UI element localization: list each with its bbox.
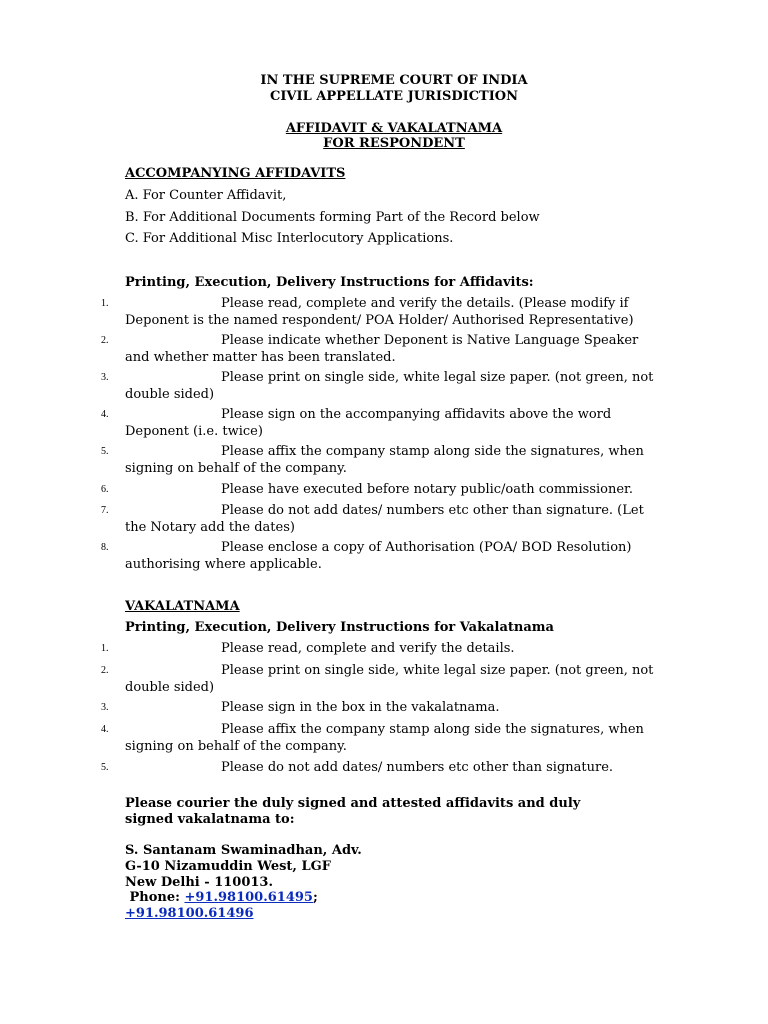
phone-separator: ;	[312, 890, 318, 905]
item-number: 6.	[101, 484, 109, 495]
address-city: New Delhi - 110013.	[125, 875, 273, 890]
item-number: 4.	[101, 409, 109, 420]
item-number: 7.	[101, 505, 109, 516]
item-number: 3.	[101, 702, 109, 713]
item-number: 2.	[101, 335, 109, 346]
item-text: Please print on single side, white legal size paper. (not green, not	[221, 663, 654, 678]
item-text: Please enclose a copy of Authorisation (POA/ BOD Resolution)	[221, 540, 632, 555]
item-text: Please sign on the accompanying affidavits above the word	[221, 407, 612, 422]
item-text: Please do not add dates/ numbers etc other than signature. (Let	[221, 503, 644, 518]
affidavit-list-item: C. For Additional Misc Interlocutory Applications.	[125, 231, 454, 246]
item-text: Please have executed before notary public/oath commissioner.	[221, 482, 633, 497]
item-number: 1.	[101, 643, 109, 654]
item-text: Please affix the company stamp along side the signatures, when	[221, 444, 644, 459]
affidavit-instructions-heading: Printing, Execution, Delivery Instructions for Affidavits:	[125, 275, 534, 290]
phone-link-1[interactable]: +91.98100.61495	[184, 890, 313, 905]
item-text-continued: double sided)	[125, 387, 215, 402]
affidavit-list-item: B. For Additional Documents forming Part of the Record below	[125, 210, 540, 225]
phone-line-2	[125, 906, 254, 922]
item-text: Please read, complete and verify the details.	[221, 641, 515, 656]
item-text-continued: and whether matter has been translated.	[125, 350, 396, 365]
court-name: IN THE SUPREME COURT OF INDIA	[260, 73, 528, 88]
item-text-continued: Deponent is the named respondent/ POA Holder/ Authorised Representative)	[125, 313, 634, 328]
item-number: 5.	[101, 762, 109, 773]
item-text-continued: Deponent (i.e. twice)	[125, 424, 263, 439]
item-text-continued: signing on behalf of the company.	[125, 739, 347, 754]
item-text-continued: authorising where applicable.	[125, 557, 322, 572]
item-number: 3.	[101, 372, 109, 383]
document-title: AFFIDAVIT & VAKALATNAMA	[285, 121, 503, 136]
affidavit-list-item: A. For Counter Affidavit,	[125, 188, 287, 203]
document-subtitle: FOR RESPONDENT	[323, 136, 465, 151]
item-number: 8.	[101, 542, 109, 553]
item-text-continued: the Notary add the dates)	[125, 520, 295, 535]
item-text: Please print on single side, white legal size paper. (not green, not	[221, 370, 654, 385]
item-number: 2.	[101, 665, 109, 676]
phone-link-2[interactable]: +91.98100.61496	[125, 906, 254, 921]
item-text: Please do not add dates/ numbers etc other than signature.	[221, 760, 614, 775]
address-street: G-10 Nizamuddin West, LGF	[125, 859, 331, 874]
item-text: Please affix the company stamp along side the signatures, when	[221, 722, 644, 737]
item-number: 4.	[101, 724, 109, 735]
item-text: Please indicate whether Deponent is Native Language Speaker	[221, 333, 639, 348]
item-text-continued: signing on behalf of the company.	[125, 461, 347, 476]
item-number: 1.	[101, 298, 109, 309]
vakalatnama-instructions-heading: Printing, Execution, Delivery Instructions for Vakalatnama	[125, 620, 554, 635]
item-text: Please sign in the box in the vakalatnama.	[221, 700, 500, 715]
jurisdiction: CIVIL APPELLATE JURISDICTION	[270, 89, 518, 104]
advocate-name: S. Santanam Swaminadhan, Adv.	[125, 843, 362, 858]
item-text-continued: double sided)	[125, 680, 215, 695]
courier-instruction: Please courier the duly signed and attested affidavits and duly	[125, 796, 581, 811]
affidavits-heading: ACCOMPANYING AFFIDAVITS	[125, 166, 346, 181]
item-number: 5.	[101, 446, 109, 457]
courier-instruction-continued: signed vakalatnama to:	[125, 812, 295, 827]
vakalatnama-heading: VAKALATNAMA	[125, 599, 240, 614]
phone-label: Phone:	[125, 890, 185, 905]
phone-line	[125, 890, 318, 906]
item-text: Please read, complete and verify the details. (Please modify if	[221, 296, 629, 311]
